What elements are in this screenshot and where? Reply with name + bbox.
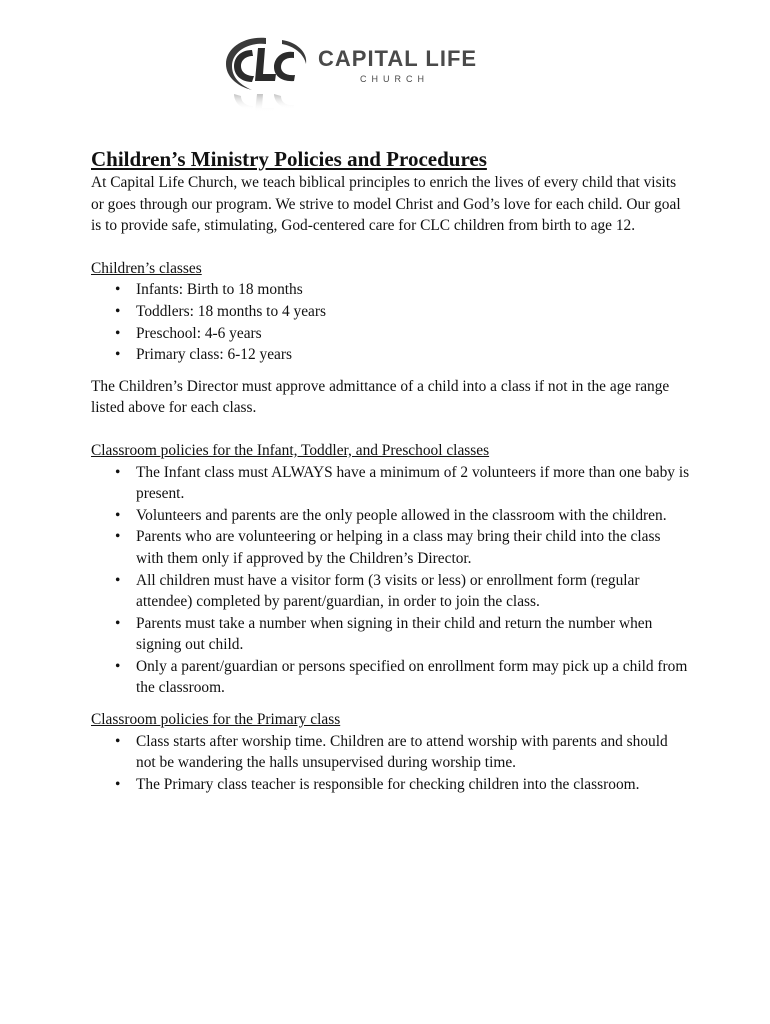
list-item: • Primary class: 6-12 years	[136, 344, 691, 366]
list-item: • The Primary class teacher is responsible for checking children into the classroom.	[136, 774, 691, 796]
infant-policies-list	[91, 462, 691, 700]
logo-subtitle: CHURCH	[360, 74, 429, 84]
list-item: • Preschool: 4-6 years	[136, 323, 691, 345]
document-body	[91, 146, 691, 795]
list-item: • Class starts after worship time. Children are to attend worship with parents and should not be wandering the halls unsupervised during worship time.	[136, 731, 691, 774]
list-item: • Only a parent/guardian or persons specified on enrollment form may pick up a child from the classroom.	[136, 656, 691, 699]
classes-list	[91, 279, 691, 365]
infant-policies-heading: Classroom policies for the Infant, Toddler, and Preschool classes	[91, 441, 490, 459]
intro-paragraph: At Capital Life Church, we teach biblical principles to enrich the lives of every child that visits or goes through our program. We strive to model Christ and God’s love for each child. Our goal is to provide safe, stimulating, God-centered care for CLC children from birth to age 12.	[91, 174, 681, 235]
page-title: Children’s Ministry Policies and Procedures	[91, 147, 487, 171]
primary-policies-list	[91, 731, 691, 796]
list-item: • Parents must take a number when signing in their child and return the number when signing out child.	[136, 613, 691, 656]
list-item: • Volunteers and parents are the only people allowed in the classroom with the children.	[136, 505, 691, 527]
list-item: • Toddlers: 18 months to 4 years	[136, 301, 691, 323]
list-item: • The Infant class must ALWAYS have a minimum of 2 volunteers if more than one baby is present.	[136, 462, 691, 505]
clc-logo-icon	[222, 32, 312, 128]
logo-name: CAPITAL LIFE	[318, 46, 478, 71]
director-note: The Children’s Director must approve admittance of a child into a class if not in the age range listed above for each class.	[91, 377, 670, 417]
list-item: • Parents who are volunteering or helping in a class may bring their child into the class with them only if approved by the Children’s Director.	[136, 526, 691, 569]
church-logo	[222, 32, 482, 128]
classes-heading: Children’s classes	[91, 259, 202, 277]
list-item: • All children must have a visitor form (3 visits or less) or enrollment form (regular attendee) completed by parent/guardian, in order to join the class.	[136, 570, 691, 613]
list-item: • Infants: Birth to 18 months	[136, 279, 691, 301]
primary-policies-heading: Classroom policies for the Primary class	[91, 711, 341, 729]
